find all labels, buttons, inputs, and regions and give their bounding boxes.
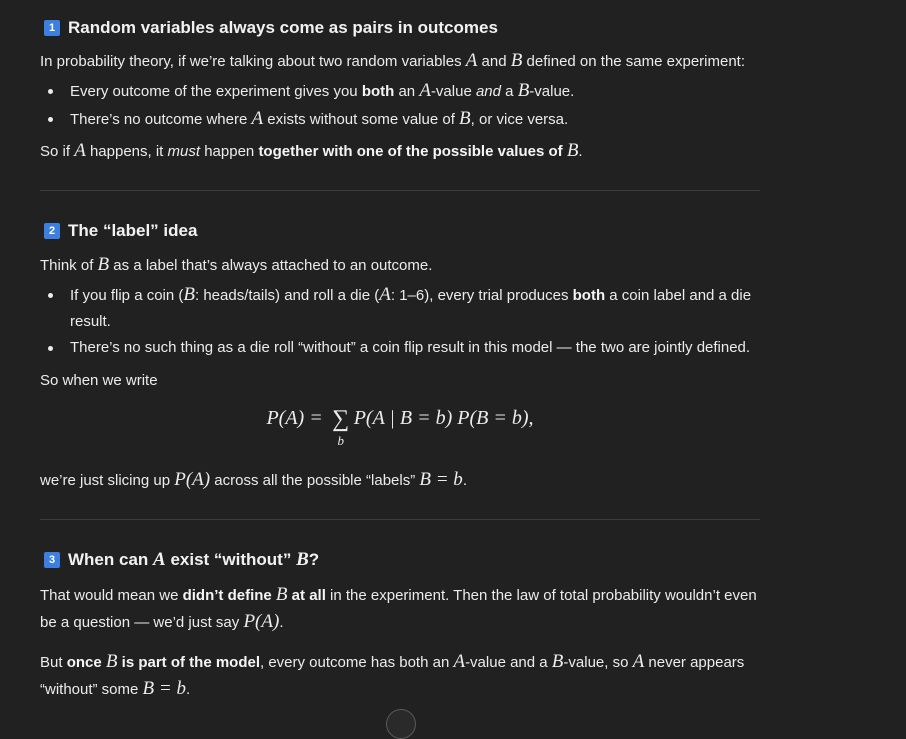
math-A: A [632,651,645,672]
section-3-paragraph-2 [40,649,760,703]
math-A: A [74,140,86,161]
text: . [279,614,284,631]
section-1-heading-text: Random variables always come as pairs in outcomes [68,18,498,37]
text: in the experiment. Then the law of total probability wouldn’t even be a question — we’d just say [40,587,757,631]
math-B: B [459,108,471,129]
math-B: B [551,651,564,672]
text: But [40,654,67,671]
bold-text: both [361,83,395,100]
text: never appears “without” some [40,654,745,698]
math-B: B [517,80,530,101]
section-2-heading-text: The “label” idea [68,221,198,240]
section-2-lead: So when we write [40,372,158,389]
text: : heads/tails) and roll a die ( [195,287,380,304]
math-B: B [296,549,309,570]
list-item [40,282,760,335]
text: . [185,681,191,698]
math-A: A [453,651,466,672]
text: a [501,83,518,100]
text: and [477,53,511,70]
bold-text: once [66,654,106,671]
list-item [40,335,760,361]
divider [40,519,760,520]
number-1-badge-icon: 1 [44,20,60,36]
bold-text: both [572,287,606,304]
heading-text: ? [308,550,320,569]
text: across all the possible “labels” [210,472,420,489]
sum-subscript: b [337,433,344,448]
text: . [578,143,583,160]
text: -value and a [465,654,552,671]
section-2-after [40,467,760,494]
math-PA: P(A) [174,469,211,490]
text: happen [200,143,259,160]
section-3-heading [40,546,760,574]
text: There’s no outcome where [70,111,252,128]
number-2-badge-icon: 2 [44,223,60,239]
text: -value [430,83,476,100]
text: . [462,472,467,489]
list-item [40,106,760,133]
divider [40,190,760,191]
text: , every outcome has both an [260,654,454,671]
math-B: B [275,584,288,605]
text: an [394,83,420,100]
math-B: B [105,651,118,672]
text: There’s no such thing as a die roll “without” a coin flip result in this model — the two are jointly defined. [70,339,751,356]
section-1-heading [40,14,760,42]
text: So if [40,143,75,160]
section-1-bullets [40,78,760,133]
math-A: A [153,549,166,570]
bold-text: is part of the model [117,654,260,671]
math-PA: P(A) [243,611,280,632]
bold-text: at all [287,587,326,604]
text: In probability theory, if we’re talking about two random variables [40,53,466,70]
text: That would mean we [40,587,183,604]
summation-icon [328,406,354,448]
heading-text: exist “without” [170,550,292,569]
section-2-bullets [40,282,760,361]
bold-text: together with one of the possible values of [258,143,567,160]
section-2-heading [40,217,760,245]
scroll-down-button[interactable] [386,709,416,739]
text: exists without some value of [263,111,460,128]
math-A: A [465,50,478,71]
math-B: B [183,284,195,305]
section-1-conclusion [40,138,760,165]
section-1-intro [40,48,760,75]
text: we’re just slicing up [40,472,175,489]
text: a coin label and a die result. [70,287,752,330]
math-A: A [419,80,431,101]
bold-text: didn’t define [182,587,276,604]
section-2-intro [40,252,760,279]
text: Think of [40,257,98,274]
sigma-symbol: ∑ [332,406,350,432]
text: -value. [529,83,575,100]
text: as a label that’s always attached to an outcome. [109,257,433,274]
math-B: B [566,140,579,161]
text: Every outcome of the experiment gives you [70,83,362,100]
text: , or vice versa. [470,111,569,128]
math-A: A [251,108,264,129]
text: -value, so [563,654,633,671]
heading-text: When can [68,550,149,569]
italic-text: must [167,143,201,160]
math-B-equals-b: B = b [142,678,186,699]
text: : 1–6), every trial produces [390,287,573,304]
text: defined on the same experiment: [522,53,746,70]
italic-text: and [475,83,501,100]
math-B: B [510,50,523,71]
text: If you flip a coin ( [70,287,184,304]
display-equation [40,406,760,448]
number-3-badge-icon: 3 [44,552,60,568]
equation-right: P(A | B = b) P(B = b), [353,407,534,429]
text: happens, it [85,143,168,160]
math-A: A [379,284,391,305]
list-item [40,78,760,105]
equation-left: P(A) = [266,407,328,429]
math-B-equals-b: B = b [419,469,463,490]
math-B: B [97,254,110,275]
section-3-paragraph-1 [40,582,760,636]
